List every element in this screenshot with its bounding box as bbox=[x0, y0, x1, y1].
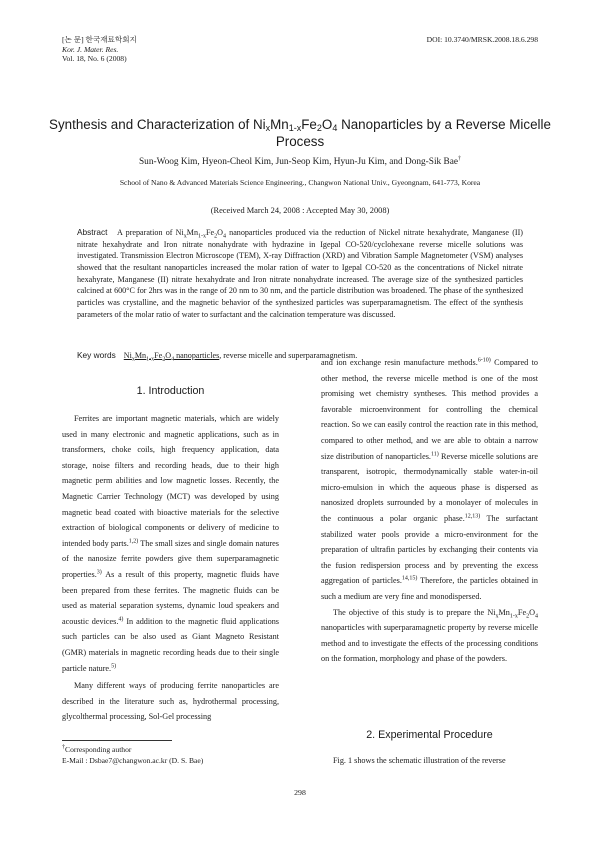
section-heading-experimental: 2. Experimental Procedure bbox=[366, 729, 493, 741]
abstract: Abstract A preparation of $Ni_xMn_{1-x}Fe_2O_4$ nanoparticles produced via the reduction of Nickel nitrate hexahydrate, Manganese (II) nitrate hexahydrate and Iron nitrate nonahydrate with hydrazine in Igepal CO-520/cyclohexane reverse micelle solutions was investigated. Transmission Electron Microscope (TEM), X-ray Diffraction (XRD) and Vibration Sample Magnetometer (VSM) analyses showed that the resultant nanoparticles increased the molar ration of water to Igepal CO-520 as the concentrations of Nickel nitrate hexahyrate, Manganese (II) nitrate hexahydrate and Iron nitrate nonahydrate increased. The average size of the synthesized particles calcined at 600°C for 2hrs was in the range of 20 nm to 30 nm, and the particle distribution was broadened. The phase of the synthesized particles was crystalline, and the magnetic behavior of the synthesized particles was superparamagnetism. The effect of the synthesis parameters of the molar ratio of water to surfactant and the calcination temperature was discussed. bbox=[77, 227, 523, 319]
experimental-paragraph: Fig. 1 shows the schematic illustration of the reverse bbox=[333, 756, 506, 765]
right-column bbox=[321, 355, 538, 667]
journal-abbrev: Kor. J. Mater. Res. bbox=[62, 44, 119, 54]
footnote bbox=[62, 744, 203, 766]
affiliation: School of Nano & Advanced Materials Science Engineering., Changwon National Univ., Gyeongnam, 641-773, Korea bbox=[119, 178, 481, 187]
intro-paragraph-2: Many different ways of producing ferrite nanoparticles are described in the literature such as, hydrothermal processing, glycolthermal processing, Sol-Gel processing bbox=[62, 681, 279, 722]
intro-paragraph-1: Ferrites are important magnetic materials, which are widely used in many electronic and magnetic applications, such as in transformers, choke coils, high frequency application, data storage, noise filters and recording heads, due to their high magnetic perm abilities and low magnetic losses. Recently, the Magnetic Carrier Technology (MCT) was developed by using magnetic bead coated with bioactive materials for the selective extraction of biological components or delivery of medicine to intended body parts.$^{1,2)}$ The small sizes and single domain natures of the nanosize ferrite powders give them superparamagnetic properties.$^{3)}$ As a result of this property, magnetic fluids have been prepared from these ferrites. The magnetic fluids can be used as material separation systems, dynamic loud speakers and acoustic devices.$^{4)}$ In addition to the magnetic fluid applications such particles can be also used as Giant Magneto Resistant (GMR) materials in magnetic recording heads due to their single particle nature.$^{5)}$ bbox=[62, 414, 279, 673]
journal-volume: Vol. 18, No. 6 (2008) bbox=[62, 54, 127, 64]
footnote-divider bbox=[62, 740, 172, 741]
experimental-column bbox=[321, 753, 538, 769]
journal-header bbox=[62, 35, 137, 64]
intro-paragraph-3: and ion exchange resin manufacture methods.$^{6-10)}$ Compared to other method, the reverse micelle method is one of the most promising wet chemistry syntheses. This method provides a favorable microenvironment for controlling the chemical reaction. So we can easily control the reaction rate in this method, compared to other method, and we are able to obtain a narrow size distribution of nanoparticles.$^{11)}$ Reverse micelle solutions are transparent, isotropic, thermodynamically stable water-in-oil micro-emulsion in which the aqueous phase is dispersed as nanosized droplets surrounded by a monolayer of molecules in the continuous a polar organic phase.$^{12,13)}$ The surfactant stabilized water pools provide a micro-environment for the preparation of ultrafin particles by exchanging their contents via the fusion redispersion process and by preventing the excess aggregation of particles.$^{14,15)}$ Therefore, the particles obtained in such a medium are very fine and monodispersed. bbox=[321, 357, 539, 601]
journal-korean-name: [논 문] 한국재료학회지 bbox=[62, 35, 137, 44]
corresponding-email[interactable]: E-Mail : Dsbae7@changwon.ac.kr (D. S. Bae) bbox=[62, 756, 204, 765]
keyword-link: $Ni_xMn_{1-x}Fe_2O_4$ nanoparticles bbox=[123, 351, 220, 363]
doi[interactable]: DOI: 10.3740/MRSK.2008.18.6.298 bbox=[426, 35, 538, 44]
corresponding-mark: † bbox=[457, 155, 461, 162]
abstract-label: Abstract bbox=[77, 227, 108, 237]
section-heading-introduction: 1. Introduction bbox=[136, 385, 205, 397]
left-column bbox=[62, 411, 279, 725]
author-list: Sun-Woog Kim, Hyeon-Cheol Kim, Jun-Seop Kim, Hyun-Ju Kim, and Dong-Sik Bae† bbox=[139, 155, 461, 167]
corresponding-author-note: †Corresponding author bbox=[62, 744, 132, 754]
keywords-label: Key words bbox=[77, 350, 116, 360]
keywords: Key words $Ni_xMn_{1-x}Fe_2O_4$ nanoparticles, reverse micelle and superparamagnetism. bbox=[77, 350, 358, 363]
received-dates: (Received March 24, 2008 : Accepted May 30, 2008) bbox=[210, 206, 390, 215]
objective-paragraph: The objective of this study is to prepare the $Ni_xMn_{1-x}Fe_2O_4$ nanoparticles with superparamagnetic property by reverse micelle method and to investigate the effects of the processing conditions on the formation, morphology and phase of the powders. bbox=[321, 607, 538, 664]
page-number: 298 bbox=[294, 788, 306, 797]
paper-title: Synthesis and Characterization of $Ni_xMn_{1-x}Fe_2O_4$ Nanoparticles by a Reverse Micelle Process bbox=[49, 117, 551, 149]
